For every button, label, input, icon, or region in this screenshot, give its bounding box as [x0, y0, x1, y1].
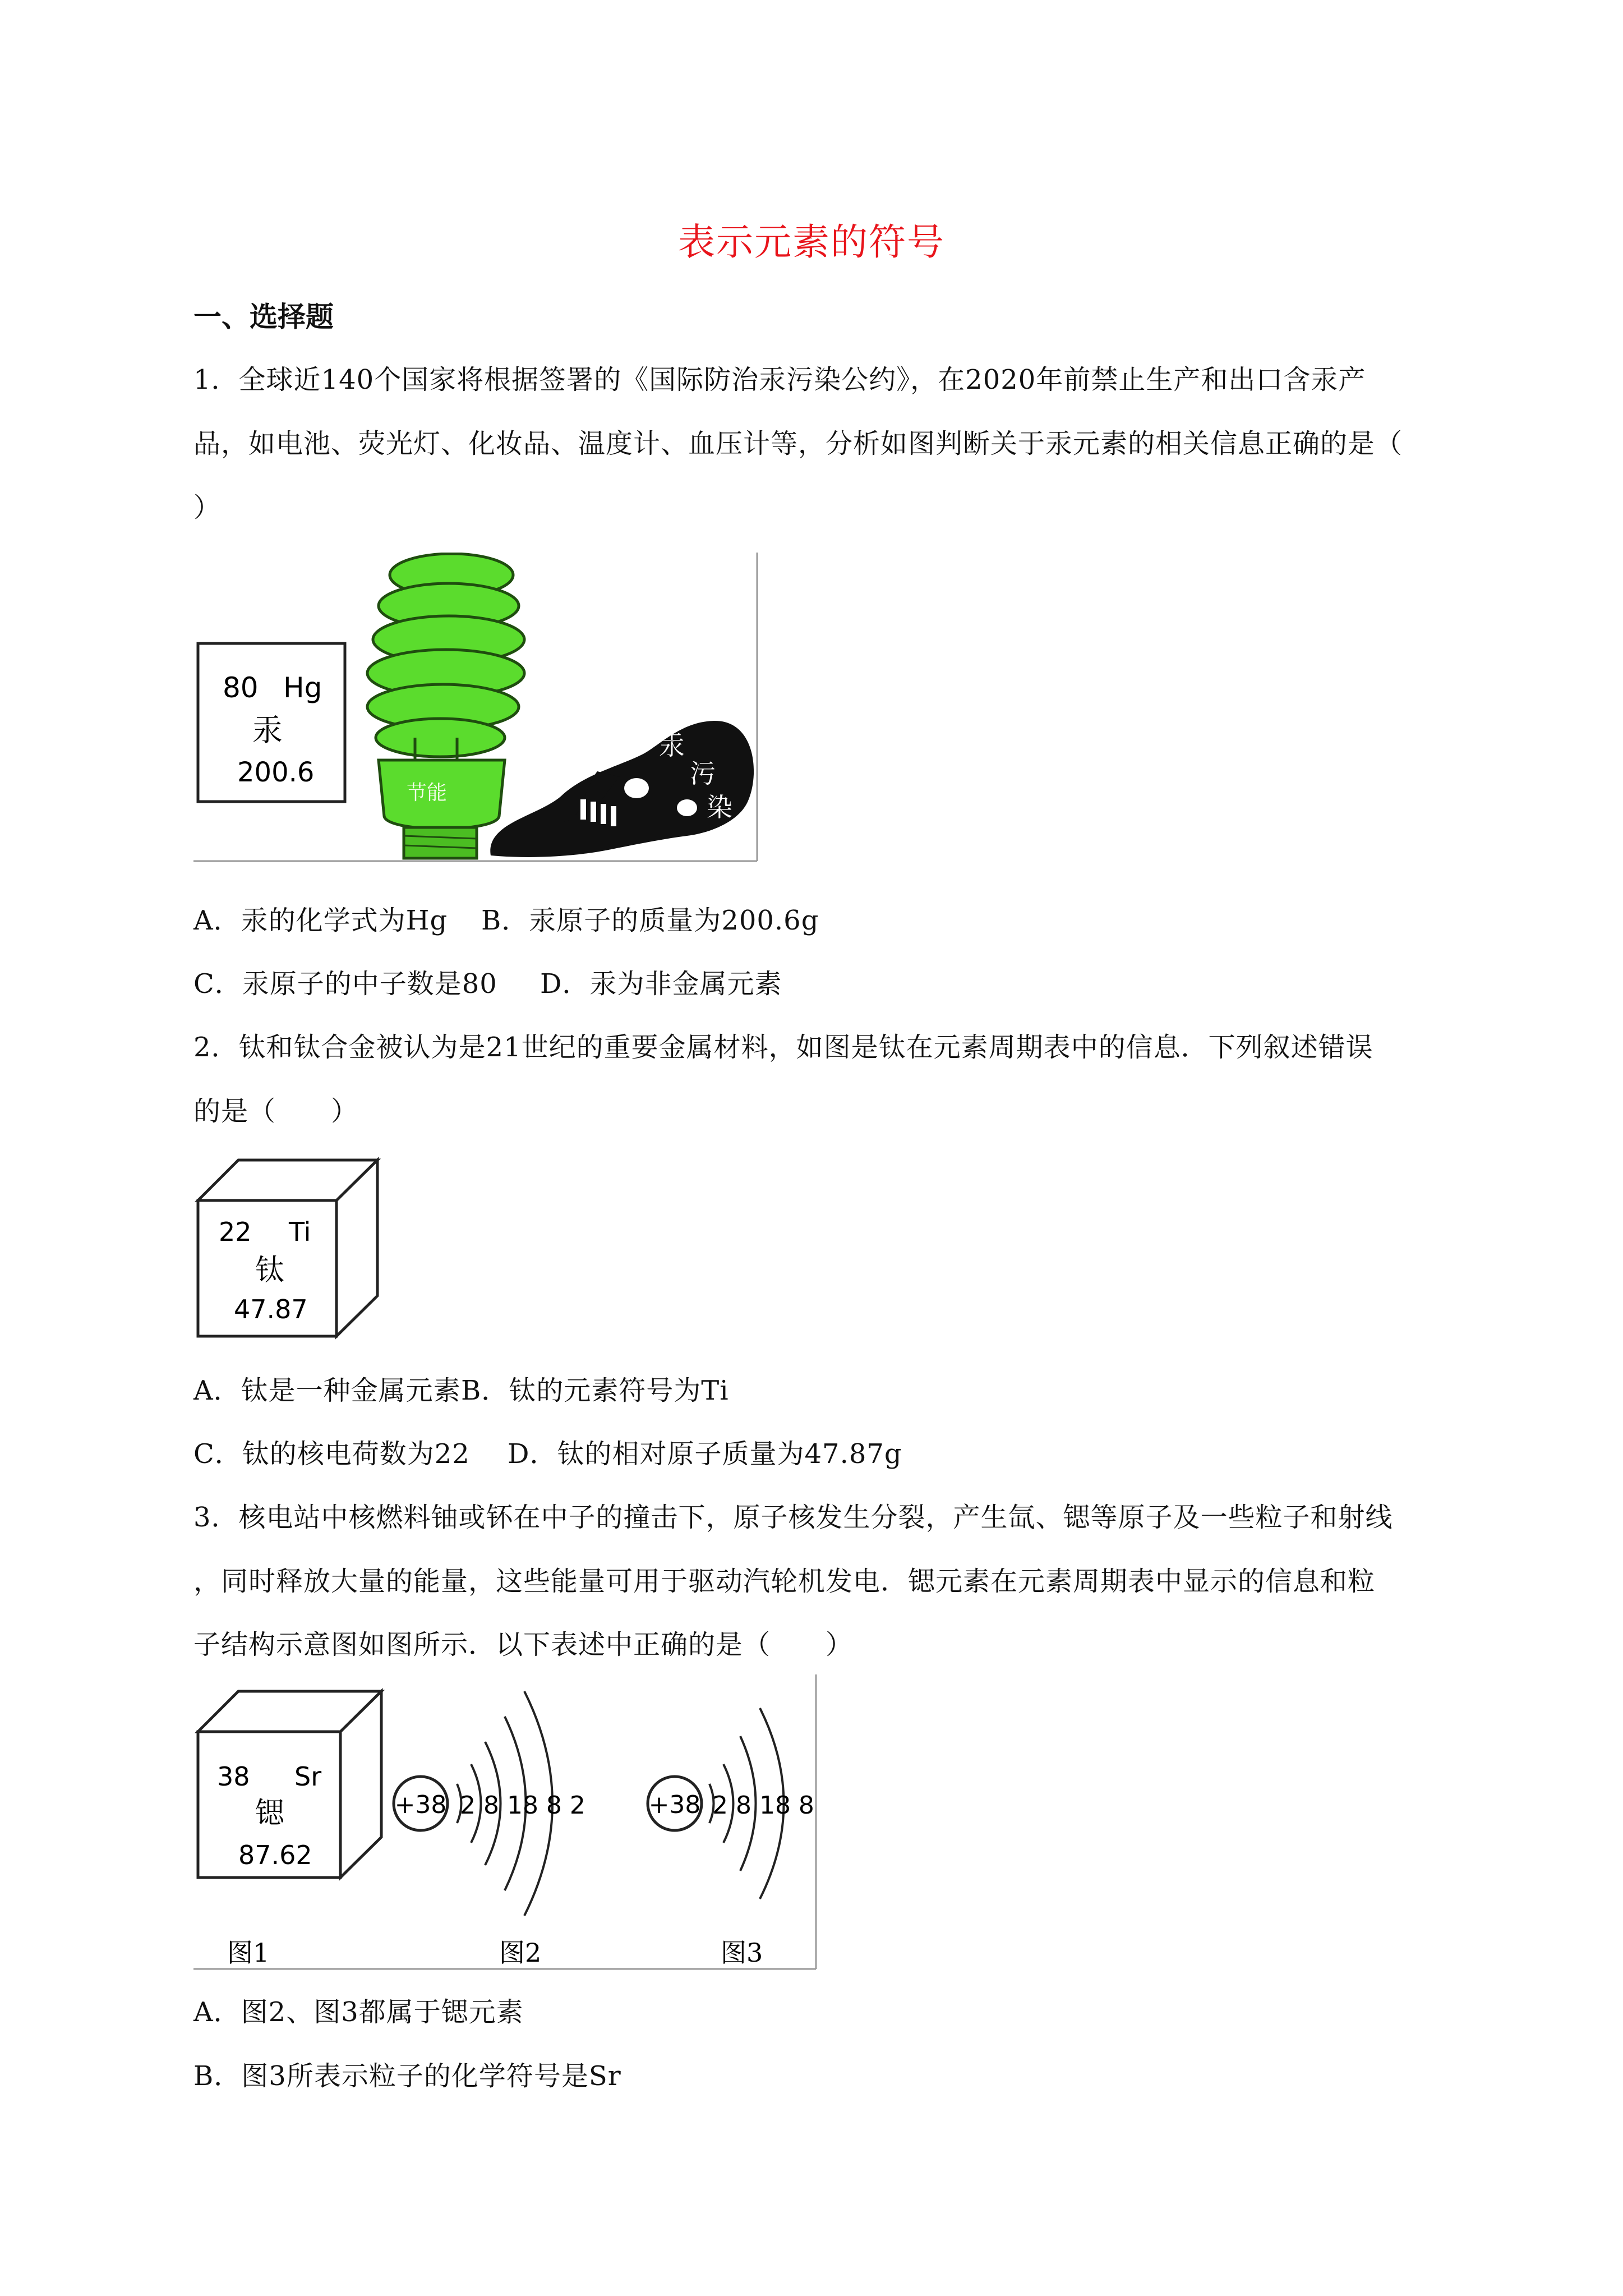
hg-name: 汞: [252, 712, 283, 748]
q2-option-b: B．钛的元素符号为Ti: [461, 1375, 729, 1406]
q2-figure: [193, 1156, 384, 1341]
skull-text-1: 汞: [659, 730, 685, 761]
q2-line2: 的是（ ）: [193, 1096, 359, 1127]
figure-caption-3: 图3: [721, 1938, 763, 1968]
sr-name: 锶: [255, 1797, 285, 1830]
q2-option-d: D．钛的相对原子质量为47.87g: [508, 1438, 902, 1470]
q1-line1: 1．全球近140个国家将根据签署的《国际防治汞污染公约》，在2020年前禁止生产和出口含汞产: [193, 364, 1366, 395]
q1-line3: ）: [193, 492, 222, 523]
figure-caption-1: 图1: [227, 1938, 270, 1968]
q1-option-d: D．汞为非金属元素: [540, 968, 782, 1000]
sr-atom-nucleus: +38: [394, 1791, 447, 1819]
skull-icon: [490, 721, 754, 857]
sr-symbol: Sr: [294, 1761, 322, 1792]
sr-number: 38: [217, 1761, 250, 1792]
ti-name: 钛: [255, 1254, 285, 1287]
sr-atom-diagram: [394, 1691, 585, 1916]
sr-ion-nucleus: +38: [648, 1791, 701, 1819]
sr-ion-shells: 2 8 18 8: [712, 1791, 814, 1820]
energy-saving-bulb-icon: [367, 554, 524, 858]
hg-mass: 200.6: [237, 757, 315, 788]
q1-option-a: A．汞的化学式为Hg: [193, 905, 448, 936]
q1-option-b: B．汞原子的质量为200.6g: [481, 905, 819, 936]
q3-option-b: B．图3所表示粒子的化学符号是Sr: [193, 2060, 621, 2092]
sr-mass: 87.62: [238, 1840, 312, 1870]
sr-ion-diagram: [648, 1708, 814, 1899]
q1-figure: [193, 553, 760, 864]
skull-text-3: 染: [707, 792, 732, 822]
sr-atom-shells: 2 8 18 8 2: [460, 1791, 585, 1820]
ti-number: 22: [219, 1217, 252, 1247]
figure-caption-2: 图2: [499, 1938, 542, 1968]
q1-option-c: C．汞原子的中子数是80: [193, 968, 497, 1000]
q1-line2: 品，如电池、荧光灯、化妆品、温度计、血压计等，分析如图判断关于汞元素的相关信息正确的是（: [193, 428, 1403, 459]
q2-line1: 2．钛和钛合金被认为是21世纪的重要金属材料，如图是钛在元素周期表中的信息．下列叙述错误: [193, 1032, 1373, 1063]
q3-line2: ，同时释放大量的能量，这些能量可用于驱动汽轮机发电．锶元素在元素周期表中显示的信息和粒: [193, 1566, 1376, 1597]
ti-mass: 47.87: [234, 1294, 308, 1324]
section-heading: 一、选择题: [193, 300, 334, 333]
q2-option-a: A．钛是一种金属元素: [193, 1375, 461, 1406]
hg-symbol: Hg: [283, 671, 322, 704]
q3-line1: 3．核电站中核燃料铀或钚在中子的撞击下，原子核发生分裂，产生氙、锶等原子及一些粒子和射线: [193, 1502, 1393, 1533]
page-title: 表示元素的符号: [678, 220, 945, 264]
q3-option-a: A．图2、图3都属于锶元素: [193, 1996, 524, 2028]
hg-number: 80: [223, 671, 259, 704]
bulb-label: 节能: [407, 781, 448, 804]
q3-line3: 子结构示意图如图所示．以下表述中正确的是（ ）: [193, 1629, 854, 1660]
skull-text-2: 污: [690, 758, 716, 789]
q3-figure: [193, 1674, 819, 1972]
ti-symbol: Ti: [289, 1217, 311, 1247]
q2-option-c: C．钛的核电荷数为22: [193, 1438, 470, 1470]
